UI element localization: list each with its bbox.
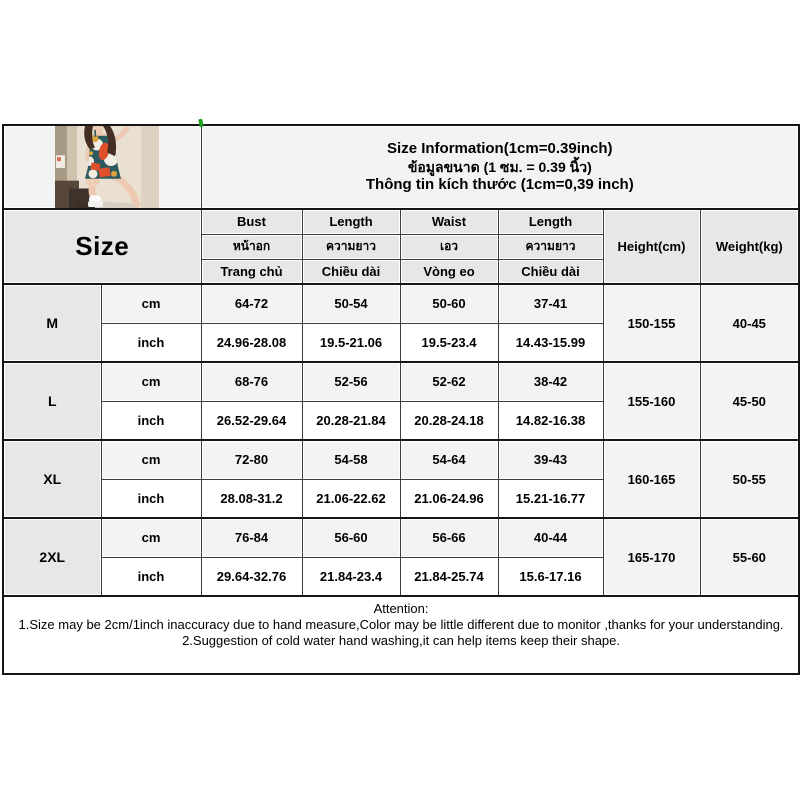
col-header-waist-th: เอว (400, 234, 498, 259)
height-cell-xl: 160-165 (603, 440, 700, 518)
value-cell: 54-58 (302, 440, 400, 479)
value-cell: 50-54 (302, 284, 400, 323)
attention-title: Attention: (373, 601, 429, 616)
col-header-length-vi: Chiều dài (302, 259, 400, 284)
unit-cell-cm: cm (101, 440, 201, 479)
value-cell: 54-64 (400, 440, 498, 479)
table-row-2xl-cm (3, 518, 799, 557)
height-cell-m: 150-155 (603, 284, 700, 362)
product-photo (55, 126, 159, 208)
unit-cell-inch: inch (101, 323, 201, 362)
table-row-m-cm (3, 284, 799, 323)
product-photo-cell (3, 125, 201, 209)
size-chart-table (2, 124, 800, 675)
col-header-length2-vi: Chiều dài (498, 259, 603, 284)
size-info-title-vi: Thông tin kích thước (1cm=0,39 inch) (365, 176, 634, 193)
table-row-l-cm (3, 362, 799, 401)
value-cell: 19.5-23.4 (400, 323, 498, 362)
model-photo-illustration (55, 126, 159, 208)
value-cell: 21.06-24.96 (400, 479, 498, 518)
col-header-bust-th: หน้าอก (201, 234, 302, 259)
unit-cell-cm: cm (101, 284, 201, 323)
value-cell: 52-62 (400, 362, 498, 401)
value-cell: 64-72 (201, 284, 302, 323)
col-header-waist-en: Waist (400, 209, 498, 234)
col-header-bust-en: Bust (201, 209, 302, 234)
table-row-xl-cm (3, 440, 799, 479)
value-cell: 56-66 (400, 518, 498, 557)
size-cell-2xl: 2XL (3, 518, 101, 596)
value-cell: 15.6-17.16 (498, 557, 603, 596)
size-corner-header: Size (3, 209, 201, 284)
value-cell: 68-76 (201, 362, 302, 401)
col-header-height: Height(cm) (603, 209, 700, 284)
size-info-title-en: Size Information(1cm=0.39inch) (387, 140, 613, 157)
value-cell: 29.64-32.76 (201, 557, 302, 596)
col-header-length-en: Length (302, 209, 400, 234)
value-cell: 56-60 (302, 518, 400, 557)
value-cell: 20.28-24.18 (400, 401, 498, 440)
value-cell: 28.08-31.2 (201, 479, 302, 518)
attention-cell (3, 596, 799, 674)
unit-cell-inch: inch (101, 479, 201, 518)
green-artifact-tick (198, 119, 204, 128)
unit-cell-cm: cm (101, 518, 201, 557)
weight-cell-2xl: 55-60 (700, 518, 799, 596)
column-header-row-en (3, 209, 799, 234)
value-cell: 20.28-21.84 (302, 401, 400, 440)
value-cell: 39-43 (498, 440, 603, 479)
col-header-length2-th: ความยาว (498, 234, 603, 259)
weight-cell-l: 45-50 (700, 362, 799, 440)
value-cell: 21.84-23.4 (302, 557, 400, 596)
value-cell: 50-60 (400, 284, 498, 323)
size-info-title-th: ข้อมูลขนาด (1 ซม. = 0.39 นิ้ว) (407, 159, 592, 175)
value-cell: 14.82-16.38 (498, 401, 603, 440)
value-cell: 76-84 (201, 518, 302, 557)
unit-cell-inch: inch (101, 401, 201, 440)
col-header-bust-vi: Trang chủ (201, 259, 302, 284)
weight-cell-m: 40-45 (700, 284, 799, 362)
unit-cell-cm: cm (101, 362, 201, 401)
value-cell: 15.21-16.77 (498, 479, 603, 518)
height-cell-2xl: 165-170 (603, 518, 700, 596)
header-row (3, 125, 799, 209)
attention-line-1: 1.Size may be 2cm/1inch inaccuracy due to hand measure,Color may be little different due to monitor ,thanks for your understanding. (18, 617, 784, 632)
attention-row (3, 596, 799, 674)
col-header-length2-en: Length (498, 209, 603, 234)
value-cell: 19.5-21.06 (302, 323, 400, 362)
value-cell: 37-41 (498, 284, 603, 323)
value-cell: 52-56 (302, 362, 400, 401)
value-cell: 38-42 (498, 362, 603, 401)
col-header-weight: Weight(kg) (700, 209, 799, 284)
col-header-length-th: ความยาว (302, 234, 400, 259)
value-cell: 24.96-28.08 (201, 323, 302, 362)
size-information-cell (201, 125, 799, 209)
size-cell-l: L (3, 362, 101, 440)
value-cell: 14.43-15.99 (498, 323, 603, 362)
size-cell-m: M (3, 284, 101, 362)
height-cell-l: 155-160 (603, 362, 700, 440)
attention-line-2: 2.Suggestion of cold water hand washing,it can help items keep their shape. (182, 633, 620, 648)
value-cell: 21.06-22.62 (302, 479, 400, 518)
size-cell-xl: XL (3, 440, 101, 518)
value-cell: 26.52-29.64 (201, 401, 302, 440)
weight-cell-xl: 50-55 (700, 440, 799, 518)
value-cell: 21.84-25.74 (400, 557, 498, 596)
value-cell: 40-44 (498, 518, 603, 557)
col-header-waist-vi: Vòng eo (400, 259, 498, 284)
value-cell: 72-80 (201, 440, 302, 479)
unit-cell-inch: inch (101, 557, 201, 596)
